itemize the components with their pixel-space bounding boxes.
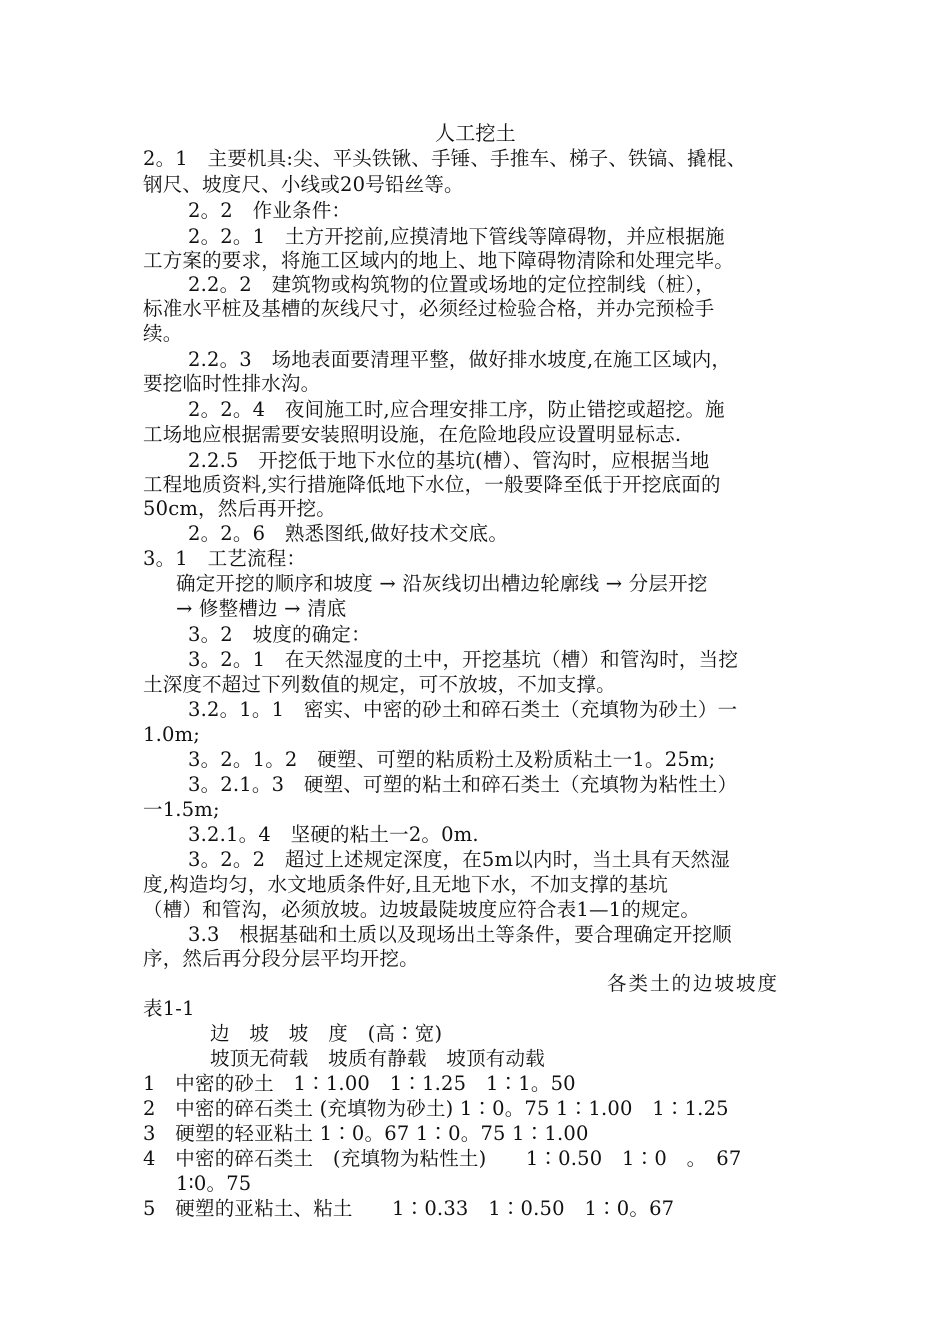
table-header: 边 坡 坡 度 (高∶宽)	[210, 1022, 443, 1045]
text-line: 工场地应根据需要安装照明设施，在危险地段应设置明显标志.	[143, 423, 682, 446]
document-title: 人工挖土	[435, 121, 516, 145]
text-line: 3.3 根据基础和土质以及现场出土等条件，要合理确定开挖顺	[188, 923, 732, 946]
text-line: 3.2。1。1 密实、中密的砂土和碎石类土（充填物为砂土）一	[188, 698, 738, 721]
text-line: 2。1 主要机具:尖、平头铁锹、手锤、手推车、梯子、铁镐、撬棍、	[143, 147, 747, 170]
table-caption: 各类土的边坡坡度	[607, 972, 780, 995]
text-line: （槽）和管沟，必须放坡。边坡最陡坡度应符合表1—1的规定。	[143, 898, 701, 921]
section-heading: 3。2 坡度的确定：	[188, 623, 371, 646]
text-line: 3.2.1。4 坚硬的粘土一2。0m.	[188, 823, 479, 846]
text-line: 50cm，然后再开挖。	[143, 497, 336, 520]
table-subheader: 坡顶无荷载 坡质有静载 坡顶有动载	[210, 1047, 545, 1070]
table-row-continuation: 1∶0。75	[176, 1172, 252, 1195]
section-heading: 2。2 作业条件：	[188, 199, 352, 222]
text-line: 要挖临时性排水沟。	[143, 372, 321, 395]
table-row: 4 中密的碎石类土 (充填物为粘性土) 1∶0.50 1∶0 。 67	[143, 1147, 742, 1170]
text-line: 钢尺、坡度尺、小线或20号铅丝等。	[143, 173, 464, 196]
table-row: 2 中密的碎石类土 (充填物为砂土) 1∶0。75 1∶1.00 1∶1.25	[143, 1097, 729, 1120]
text-line: 度,构造均匀，水文地质条件好,且无地下水，不加支撑的基坑	[143, 873, 668, 896]
text-line: 1.0m;	[143, 723, 201, 746]
text-line: 2.2.5 开挖低于地下水位的基坑(槽）、管沟时，应根据当地	[188, 449, 710, 472]
section-heading: 3。1 工艺流程：	[143, 547, 307, 570]
text-line: 2。2。6 熟悉图纸,做好技术交底。	[188, 522, 509, 545]
text-line: 3。2。2 超过上述规定深度，在5m以内时，当土具有天然湿	[188, 848, 730, 871]
table-row: 3 硬塑的轻亚粘土 1∶0。67 1∶0。75 1∶1.00	[143, 1122, 589, 1145]
text-line: 序，然后再分段分层平均开挖。	[143, 947, 419, 970]
text-line: 3。2。1。2 硬塑、可塑的粘质粉土及粉质粘土一1。25m;	[188, 748, 716, 771]
text-line: 2.2。3 场地表面要清理平整，做好排水坡度,在施工区域内，	[188, 348, 732, 371]
text-line: 土深度不超过下列数值的规定，可不放坡，不加支撑。	[143, 673, 616, 696]
text-line: 续。	[143, 322, 183, 345]
table-label: 表1-1	[143, 997, 195, 1020]
text-line: 2.2。2 建筑物或构筑物的位置或场地的定位控制线（桩），	[188, 273, 715, 296]
process-flow: → 修整槽边 → 清底	[176, 597, 347, 620]
text-line: 工程地质资料,实行措施降低地下水位，一般要降至低于开挖底面的	[143, 473, 721, 496]
text-line: 工方案的要求，将施工区域内的地上、地下障碍物清除和处理完毕。	[143, 249, 735, 272]
text-line: 3。2。1 在天然湿度的土中，开挖基坑（槽）和管沟时，当挖	[188, 648, 739, 671]
text-line: 标准水平桩及基槽的灰线尺寸，必须经过检验合格，并办完预检手	[143, 297, 715, 320]
process-flow: 确定开挖的顺序和坡度 → 沿灰线切出槽边轮廓线 → 分层开挖	[176, 572, 708, 595]
text-line: 一1.5m;	[143, 798, 220, 821]
table-row: 1 中密的砂土 1∶1.00 1∶1.25 1∶1。50	[143, 1072, 576, 1095]
text-line: 2。2。4 夜间施工时,应合理安排工序，防止错挖或超挖。施	[188, 398, 725, 421]
text-line: 3。2.1。3 硬塑、可塑的粘土和碎石类土（充填物为粘性土）	[188, 773, 738, 796]
table-row: 5 硬塑的亚粘土、粘土 1∶0.33 1∶0.50 1∶0。67	[143, 1197, 675, 1220]
text-line: 2。2。1 土方开挖前,应摸清地下管线等障碍物，并应根据施	[188, 225, 725, 248]
